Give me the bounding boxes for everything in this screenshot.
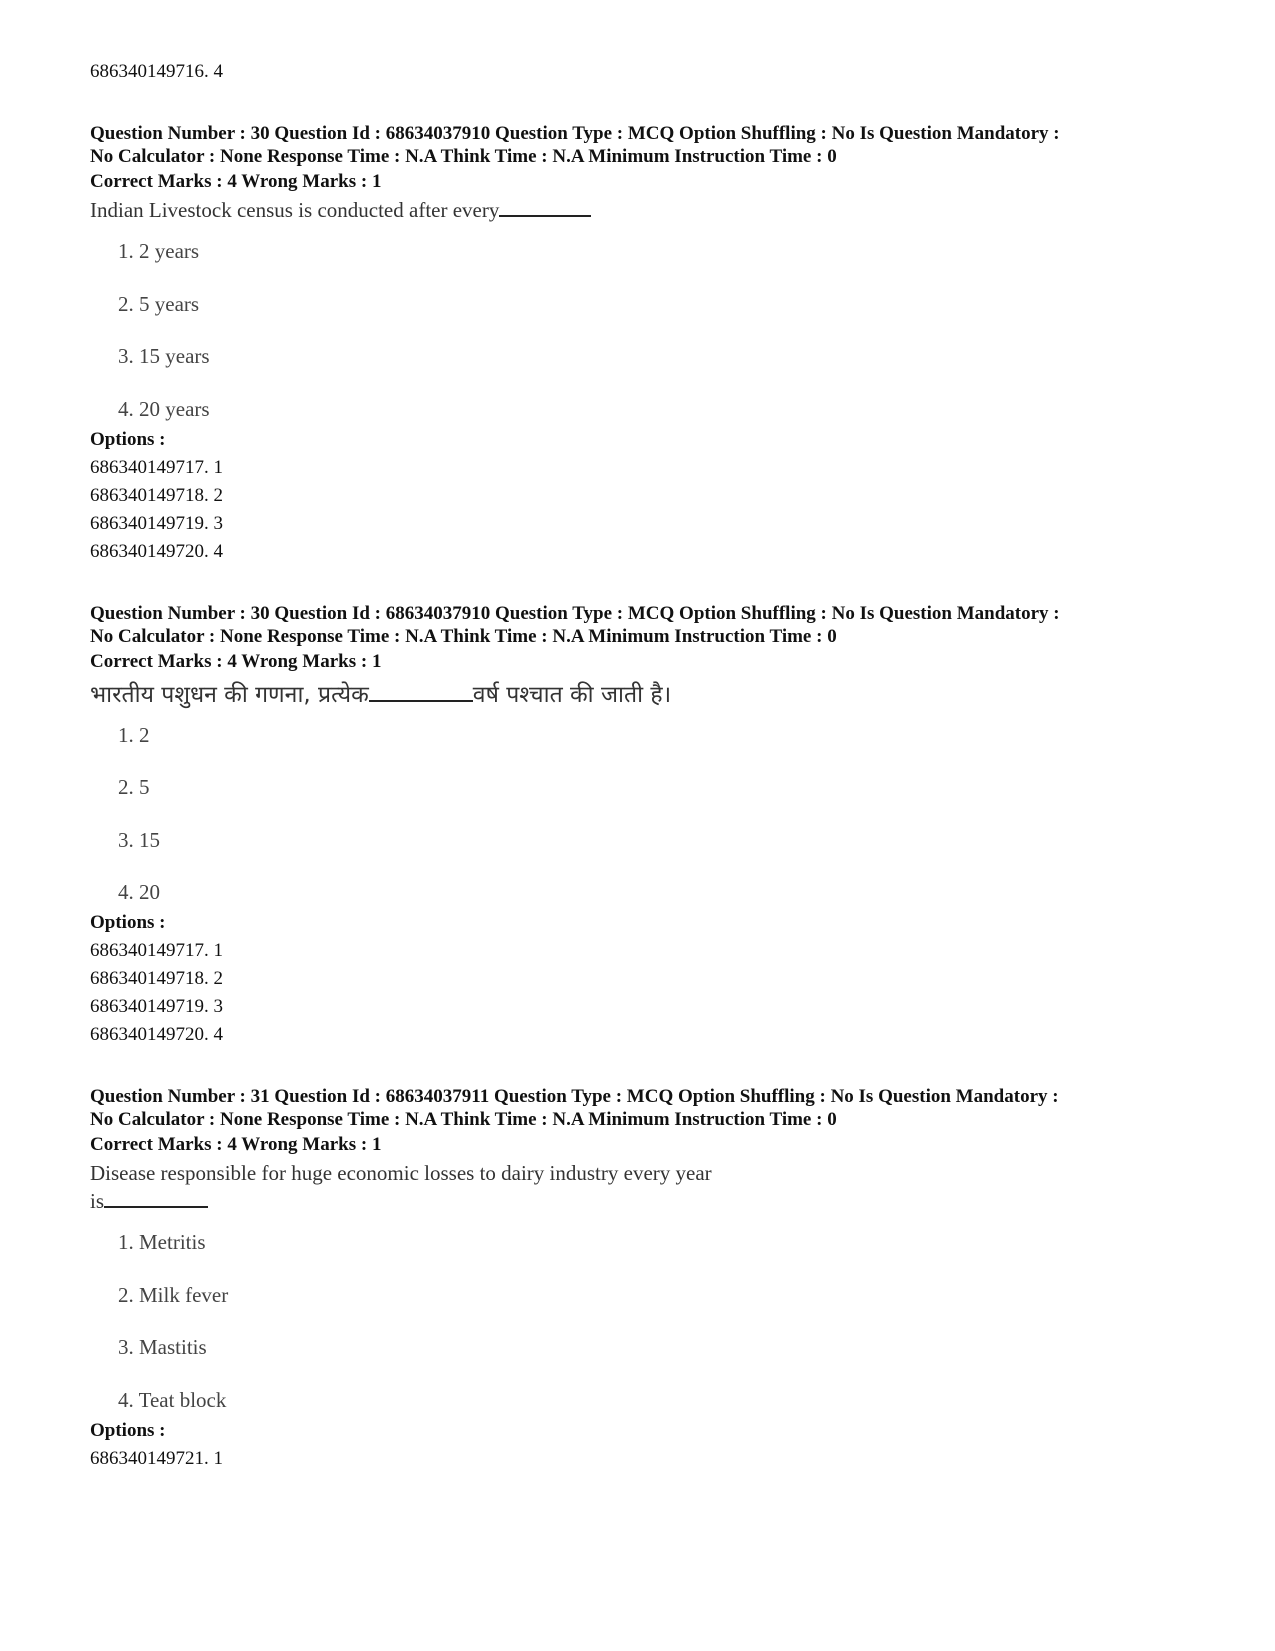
marks-line: Correct Marks : 4 Wrong Marks : 1	[90, 650, 382, 672]
option-id-line: 686340149718. 2	[90, 968, 223, 989]
question-meta-line-2: No Calculator : None Response Time : N.A Think Time : N.A Minimum Instruction Time : 0	[90, 146, 837, 167]
question-block	[90, 122, 1190, 566]
option-id-line: 686340149718. 2	[90, 484, 223, 506]
option-id-line: 686340149720. 4	[90, 540, 223, 562]
options-label: Options :	[90, 428, 166, 450]
choice-list	[90, 720, 1190, 910]
document-page	[90, 58, 1190, 1509]
previous-option-line: 686340149716. 4	[90, 61, 223, 82]
question-meta-line-2: No Calculator : None Response Time : N.A Think Time : N.A Minimum Instruction Time : 0	[90, 1109, 837, 1130]
options-label: Options :	[90, 912, 166, 933]
question-text-part: is	[90, 1189, 105, 1213]
answer-blank	[369, 682, 473, 702]
choice-list	[90, 236, 1190, 426]
question-text	[90, 196, 1190, 224]
question-text: Disease responsible for huge economic losses to dairy industry every year	[90, 1161, 712, 1185]
question-meta-line-1: Question Number : 30 Question Id : 68634037910 Question Type : MCQ Option Shuffling : No Is Question Mandatory :	[90, 123, 1060, 144]
marks-line: Correct Marks : 4 Wrong Marks : 1	[90, 1134, 382, 1155]
marks-line: Correct Marks : 4 Wrong Marks : 1	[90, 171, 382, 192]
option-id-line: 686340149721. 1	[90, 1447, 223, 1469]
question-meta-line-1: Question Number : 31 Question Id : 68634037911 Question Type : MCQ Option Shuffling : No Is Question Mandatory :	[90, 1086, 1059, 1107]
answer-blank	[499, 197, 591, 217]
question-meta-line-2: No Calculator : None Response Time : N.A Think Time : N.A Minimum Instruction Time : 0	[90, 625, 837, 647]
choice-item: 1. 2	[118, 722, 150, 747]
answer-blank	[104, 1188, 208, 1208]
choice-item: 1. Metritis	[118, 1230, 206, 1254]
question-text-part: भारतीय पशुधन की गणना, प्रत्येक	[90, 681, 369, 708]
question-meta-line-1: Question Number : 30 Question Id : 68634037910 Question Type : MCQ Option Shuffling : No Is Question Mandatory :	[90, 602, 1060, 624]
question-block	[90, 1085, 1190, 1473]
choice-item: 4. Teat block	[118, 1387, 227, 1412]
choice-item: 2. 5	[118, 775, 150, 799]
option-id-line: 686340149717. 1	[90, 456, 223, 478]
question-text-part: Indian Livestock census is conducted after every	[90, 198, 500, 222]
choice-item: 3. Mastitis	[118, 1335, 207, 1359]
option-id-line: 686340149720. 4	[90, 1024, 223, 1045]
choice-list	[90, 1227, 1190, 1417]
option-id-line: 686340149717. 1	[90, 940, 223, 961]
choice-item: 2. 5 years	[118, 291, 200, 316]
option-id-line: 686340149719. 3	[90, 996, 223, 1017]
options-label: Options :	[90, 1419, 166, 1441]
choice-item: 2. Milk fever	[118, 1282, 229, 1307]
question-block	[90, 602, 1190, 1050]
choice-item: 3. 15 years	[118, 344, 210, 368]
choice-item: 1. 2 years	[118, 239, 200, 263]
choice-item: 4. 20 years	[118, 396, 210, 421]
question-text	[90, 678, 1190, 712]
option-id-line: 686340149719. 3	[90, 512, 223, 534]
question-text-part: वर्ष पश्चात की जाती है।	[472, 681, 672, 708]
choice-item: 3. 15	[118, 827, 160, 852]
question-text-continued	[90, 1187, 1190, 1215]
choice-item: 4. 20	[118, 880, 160, 904]
